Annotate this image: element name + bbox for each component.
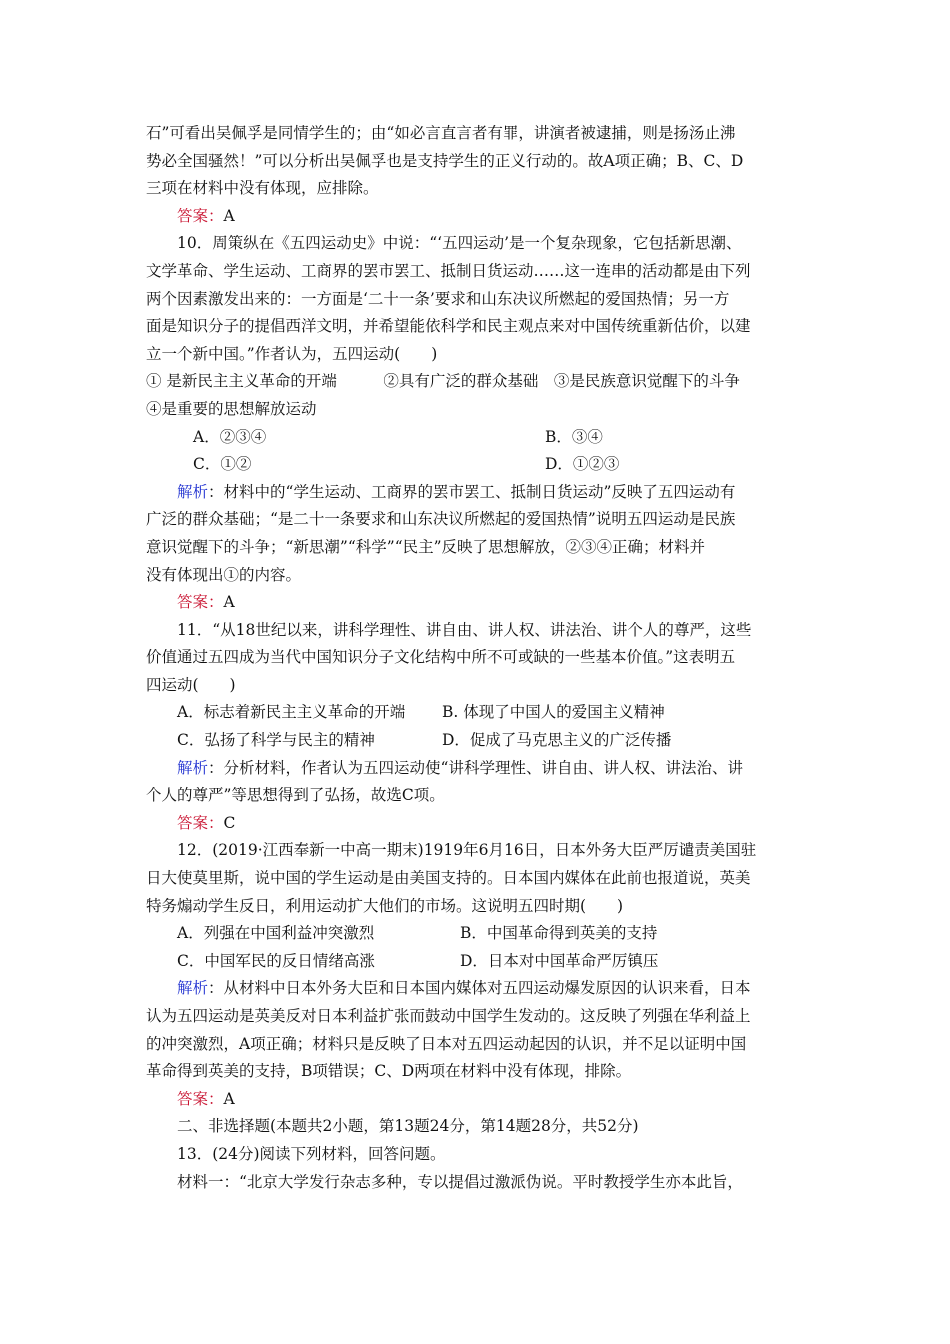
question-10-options-row	[146, 451, 810, 479]
answer-label: 答案：	[177, 1089, 224, 1108]
document-page	[146, 120, 810, 1196]
analysis-label: 解析	[177, 758, 209, 777]
question-10-stem: 10．周策纵在《五四运动史》中说：“‘五四运动’是一个复杂现象，它包括新思潮、	[177, 234, 742, 253]
analysis-line: 三项在材料中没有体现，应排除。	[146, 179, 379, 198]
answer-line	[146, 810, 810, 838]
question-11-options-row	[146, 727, 810, 755]
answer-line	[146, 589, 810, 617]
question-12-stem: 日大使莫里斯，说中国的学生运动是由美国支持的。日本国内媒体在此前也报道说，英美	[146, 869, 751, 888]
question-11-options-row	[146, 699, 810, 727]
analysis-line: 认为五四运动是英美反对日本利益扩张而鼓动中国学生发动的。这反映了列强在华利益上	[146, 1007, 751, 1025]
answer-label: 答案：	[177, 593, 224, 612]
section-heading: 二、非选择题(本题共2小题，第13题24分，第14题28分，共52分)	[177, 1117, 639, 1136]
analysis-label: 解析	[177, 979, 209, 998]
option-a: A．标志着新民主主义革命的开端	[177, 703, 406, 722]
analysis-line: 广泛的群众基础；“是二十一条要求和山东决议所燃起的爱国热情”说明五四运动是民族	[146, 510, 736, 529]
analysis-line: 意识觉醒下的斗争；“新思潮”“科学”“民主”反映了思想解放，②③④正确；材料并	[146, 537, 706, 556]
answer-label: 答案：	[177, 206, 224, 225]
question-11-stem: 11．“从18世纪以来，讲科学理性、讲自由、讲人权、讲法治、讲个人的尊严，这些	[177, 620, 752, 639]
analysis-line: 解析：分析材料，作者认为五四运动使“讲科学理性、讲自由、讲人权、讲法治、讲	[177, 758, 743, 777]
answer-value: A	[223, 206, 235, 225]
analysis-line: 革命得到英美的支持，B项错误；C、D两项在材料中没有体现，排除。	[146, 1062, 632, 1081]
question-12-stem: 特务煽动学生反日，利用运动扩大他们的市场。这说明五四时期( )	[146, 896, 624, 915]
answer-value: A	[223, 593, 235, 612]
answer-line	[146, 1086, 810, 1114]
answer-label: 答案：	[177, 813, 224, 832]
question-11-stem: 四运动( )	[146, 675, 236, 694]
answer-value: A	[223, 1089, 235, 1108]
question-12-options-row	[146, 920, 810, 948]
option-a: A．列强在中国利益冲突激烈	[177, 924, 375, 943]
question-10-stem: 两个因素激发出来的：一方面是‘二十一条’要求和山东决议所燃起的爱国热情；另一方	[146, 289, 730, 308]
question-12-options-row	[146, 948, 810, 976]
analysis-label: 解析	[177, 482, 209, 501]
option-b: B．③④	[545, 427, 603, 446]
option-c: C．①②	[193, 455, 252, 474]
analysis-line: 个人的尊严”等思想得到了弘扬，故选C项。	[146, 786, 445, 805]
question-11-stem: 价值通过五四成为当代中国知识分子文化结构中所不可或缺的一些基本价值。”这表明五	[146, 648, 736, 667]
question-12-stem: 12．(2019·江西奉新一中高一期末)1919年6月16日，日本外务大臣严厉谴责美国驻	[177, 841, 757, 860]
answer-line	[146, 203, 810, 231]
question-10-stem: 文学革命、学生运动、工商界的罢市罢工、抵制日货运动……这一连串的活动都是由下列	[146, 261, 751, 280]
analysis-line: 解析：从材料中日本外务大臣和日本国内媒体对五四运动爆发原因的认识来看，日本	[177, 979, 751, 998]
question-13-stem: 13．(24分)阅读下列材料，回答问题。	[177, 1144, 446, 1163]
question-10-items: ① 是新民主主义革命的开端 ②具有广泛的群众基础 ③是民族意识觉醒下的斗争	[146, 372, 740, 391]
option-d: D．①②③	[545, 455, 620, 474]
option-c: C．中国军民的反日情绪高涨	[177, 951, 375, 970]
analysis-line: 势必全国骚然！”可以分析出吴佩孚也是支持学生的正义行动的。故A项正确；B、C、D	[146, 151, 744, 170]
analysis-line: 没有体现出①的内容。	[146, 565, 302, 584]
option-c: C．弘扬了科学与民主的精神	[177, 731, 375, 750]
question-10-items: ④是重要的思想解放运动	[146, 399, 317, 418]
option-a: A．②③④	[193, 427, 267, 446]
question-10-stem: 面是知识分子的提倡西洋文明，并希望能依科学和民主观点来对中国传统重新估价，以建	[146, 317, 751, 336]
material-line: 材料一：“北京大学发行杂志多种，专以提倡过激派伪说。平时教授学生亦本此旨，	[177, 1172, 743, 1191]
question-10-stem: 立一个新中国。”作者认为，五四运动( )	[146, 344, 438, 363]
option-b: B．中国革命得到英美的支持	[460, 924, 658, 943]
answer-value: C	[223, 813, 236, 832]
option-d: D．促成了马克思主义的广泛传播	[442, 731, 672, 750]
option-b: B. 体现了中国人的爱国主义精神	[442, 703, 665, 722]
question-10-options-row	[146, 424, 810, 452]
analysis-line: 的冲突激烈，A项正确；材料只是反映了日本对五四运动起因的认识，并不足以证明中国	[146, 1034, 747, 1053]
analysis-line: 解析：材料中的“学生运动、工商界的罢市罢工、抵制日货运动”反映了五四运动有	[177, 482, 736, 501]
option-d: D．日本对中国革命严厉镇压	[460, 951, 659, 970]
analysis-line: 石”可看出吴佩孚是同情学生的；由“如必言直言者有罪，讲演者被逮捕，则是扬汤止沸	[146, 124, 736, 142]
